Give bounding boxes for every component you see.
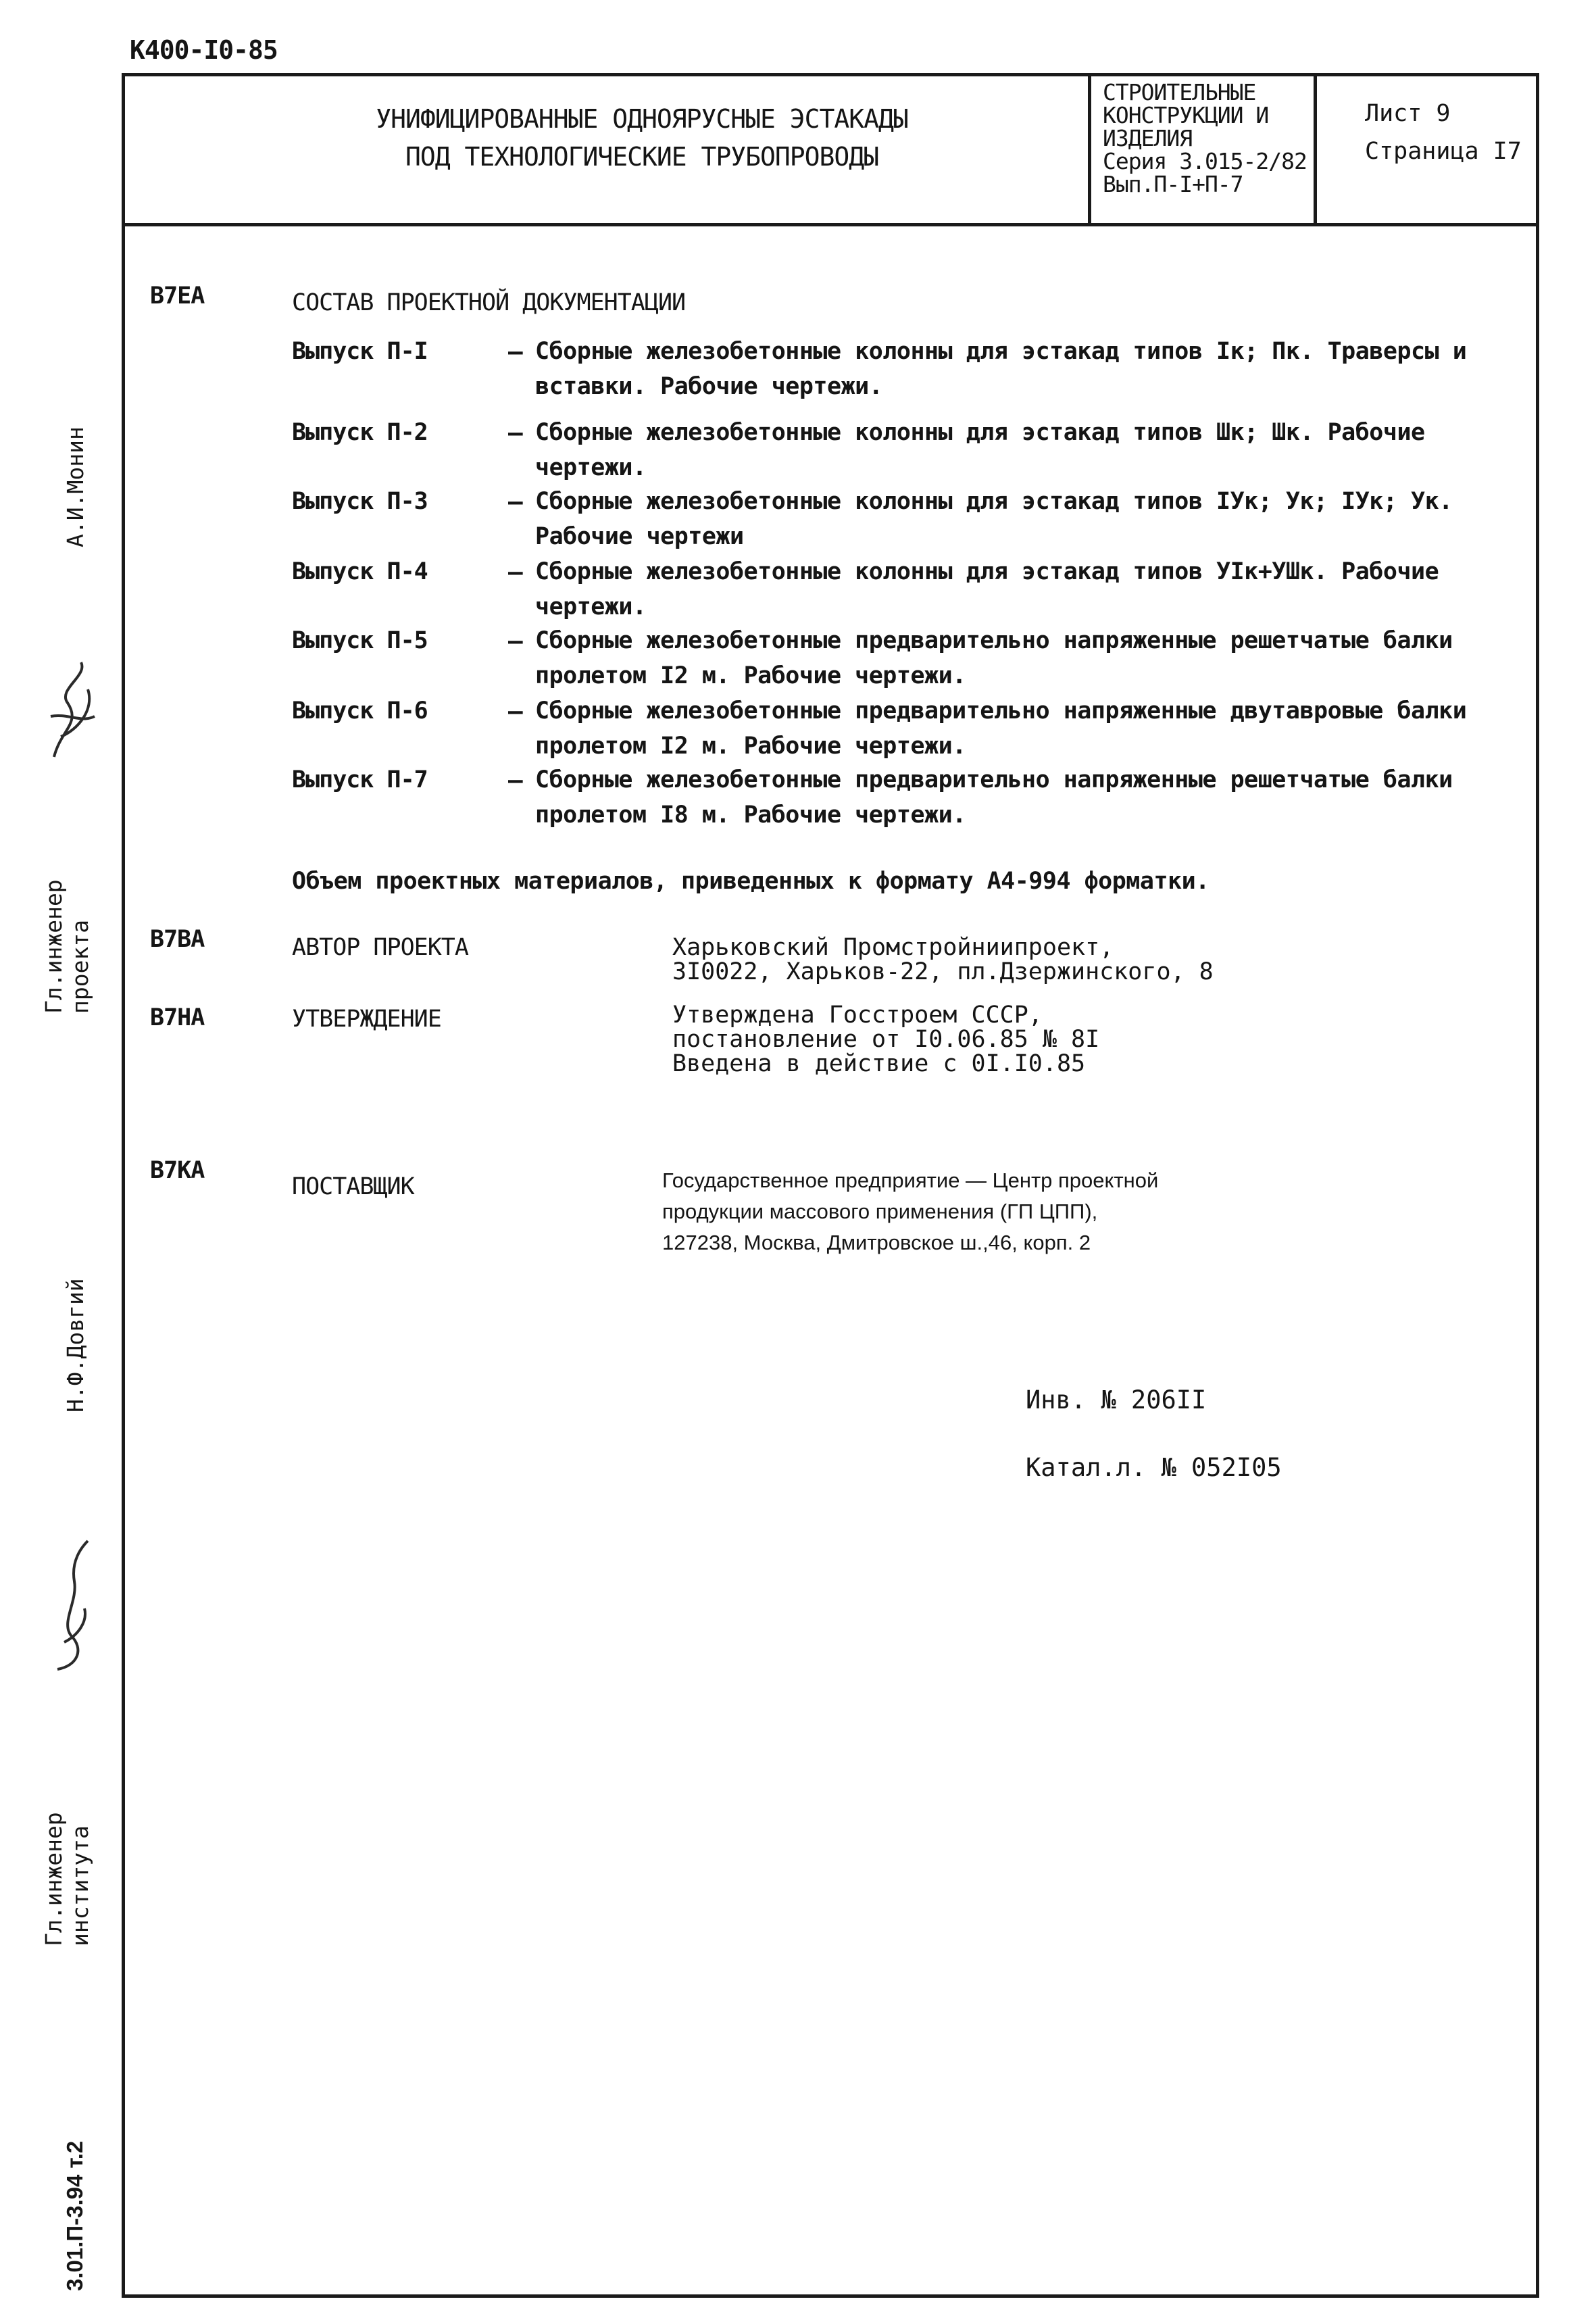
issue-desc-7 [535,762,1453,833]
supplier-line-3: 127238, Москва, Дмитровское ш.,46, корп. 2 [662,1231,1091,1254]
issue-desc-6-line-2: пролетом I2 м. Рабочие чертежи. [535,733,966,760]
page-number: Страница I7 [1365,138,1522,165]
composition-heading: СОСТАВ ПРОЕКТНОЙ ДОКУМЕНТАЦИИ [292,289,686,316]
series-line-4: Серия 3.015-2/82 [1103,148,1307,174]
issue-desc-5-line-2: пролетом I2 м. Рабочие чертежи. [535,662,966,689]
issue-label-4: Выпуск П-4 [292,558,428,585]
approval-line-2: постановление от I0.06.85 № 8I [672,1026,1100,1053]
side-role-2-line-2: института [67,1825,93,1946]
issue-desc-1 [535,334,1466,404]
issue-label-1: Выпуск П-I [292,338,428,365]
series-line-3: ИЗДЕЛИЯ [1103,125,1193,151]
issue-desc-1-line-2: вставки. Рабочие чертежи. [535,373,883,400]
dash-4: – [508,558,523,586]
series-line-2: КОНСТРУКЦИИ И [1103,102,1269,128]
approval-line-3: Введена в действие с 0I.I0.85 [672,1050,1086,1077]
sheet-number: Лист 9 [1365,100,1451,127]
supplier-line-1: Государственное предприятие — Центр проектной [662,1168,1159,1192]
approval-line-1: Утверждена Госстроем СССР, [672,1002,1043,1029]
issue-desc-3 [535,484,1453,554]
document-code: К400-I0-85 [130,35,278,65]
side-role-2 [41,1812,93,1946]
side-role-1-line-2: проекта [67,919,93,1014]
author-line-2: 3I0022, Харьков-22, пл.Дзержинского, 8 [672,958,1214,985]
series-line-5: Вып.П-I+П-7 [1103,171,1243,197]
issue-desc-3-line-2: Рабочие чертежи [535,523,744,550]
inventory-number: Инв. № 206II [1026,1385,1207,1414]
side-role-1 [41,879,93,1014]
signature-2 [37,1534,98,1676]
issue-desc-7-line-2: пролетом I8 м. Рабочие чертежи. [535,802,966,829]
signature-1 [41,649,101,764]
issue-label-6: Выпуск П-6 [292,697,428,724]
issue-desc-5 [535,623,1453,693]
side-name-1: А.И.Монин [62,426,89,547]
issue-desc-3-line-1: Сборные железобетонные колонны для эстакад типов IУк; Ук; IУк; Ук. [535,488,1453,515]
issue-desc-7-line-1: Сборные железобетонные предварительно напряженные решетчатые балки [535,766,1453,793]
issue-label-5: Выпуск П-5 [292,627,428,654]
dash-7: – [508,766,523,794]
issue-desc-4 [535,554,1439,624]
header-title-line-2: ПОД ТЕХНОЛОГИЧЕСКИЕ ТРУБОПРОВОДЫ [405,142,879,172]
issue-desc-4-line-1: Сборные железобетонные колонны для эстакад типов УIк+УШк. Рабочие [535,558,1439,585]
author-line-1: Харьковский Промстройниипроект, [672,934,1114,961]
supplier-label: ПОСТАВЩИК [292,1173,414,1200]
approval-label: УТВЕРЖДЕНИЕ [292,1006,441,1033]
header-divider-2 [1314,73,1317,225]
code-b7ea: В7ЕА [150,282,205,310]
header-sheet [1365,95,1522,170]
approval-value [672,1003,1099,1076]
header-divider-1 [1088,73,1091,225]
side-name-2: Н.Ф.Довгий [62,1278,89,1412]
issue-desc-6 [535,693,1466,764]
issue-desc-2-line-2: чертежи. [535,454,647,481]
header-title [243,100,1041,176]
issue-label-2: Выпуск П-2 [292,419,428,446]
series-line-1: СТРОИТЕЛЬНЫЕ [1103,79,1256,105]
dash-1: – [508,338,523,366]
side-role-2-line-1: Гл.инженер [41,1812,67,1946]
dash-2: – [508,419,523,447]
code-b7ba: В7ВА [150,926,205,953]
header-series [1103,81,1307,196]
dash-6: – [508,697,523,725]
side-footer-code: 3.01.П-3.94 т.2 [62,2140,87,2291]
volume-note: Объем проектных материалов, приведенных к формату А4-994 форматки. [292,868,1210,895]
author-label: АВТОР ПРОЕКТА [292,934,468,961]
issue-desc-1-line-1: Сборные железобетонные колонны для эстакад типов Iк; Пк. Траверсы и [535,338,1467,365]
issue-label-3: Выпуск П-3 [292,488,428,515]
issue-desc-5-line-1: Сборные железобетонные предварительно напряженные решетчатые балки [535,627,1453,654]
dash-3: – [508,488,523,516]
issue-desc-2-line-1: Сборные железобетонные колонны для эстакад типов Шк; Шк. Рабочие [535,419,1425,446]
header-divider [122,223,1539,226]
side-role-1-line-1: Гл.инженер [41,879,67,1014]
issue-label-7: Выпуск П-7 [292,766,428,793]
dash-5: – [508,627,523,655]
supplier-value [662,1165,1158,1258]
supplier-line-2: продукции массового применения (ГП ЦПП), [662,1200,1098,1223]
code-b7ka: В7КА [150,1157,205,1184]
issue-desc-4-line-2: чертежи. [535,593,647,620]
catalog-number: Катал.л. № 052I05 [1026,1453,1282,1482]
issue-desc-6-line-1: Сборные железобетонные предварительно напряженные двутавровые балки [535,697,1467,724]
issue-desc-2 [535,415,1425,485]
author-value [672,935,1214,984]
code-b7ha: В7НА [150,1004,205,1031]
header-title-line-1: УНИФИЦИРОВАННЫЕ ОДНОЯРУСНЫЕ ЭСТАКАДЫ [376,104,908,134]
